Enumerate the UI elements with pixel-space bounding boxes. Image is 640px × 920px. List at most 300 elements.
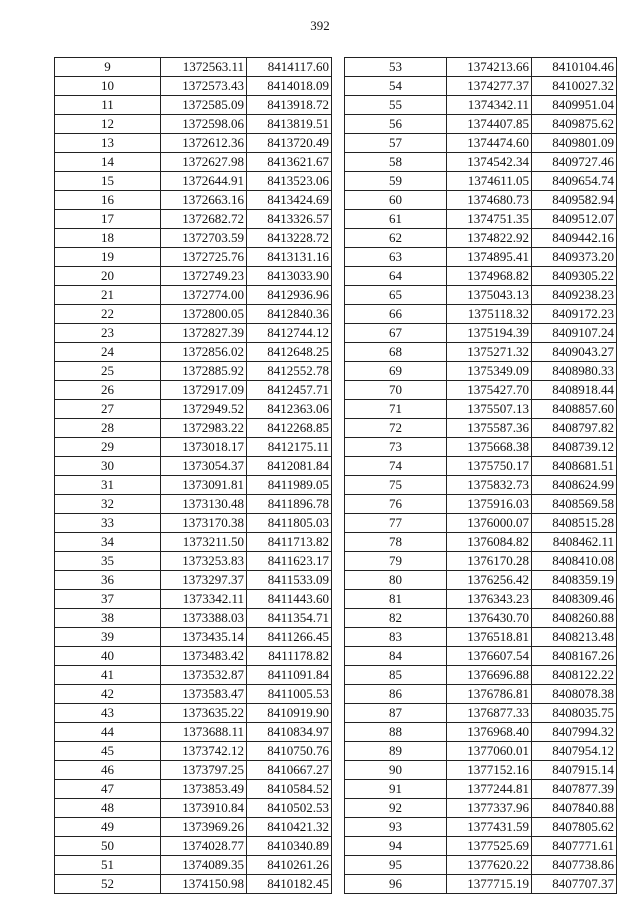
point-number-cell: 9 — [55, 58, 161, 77]
point-number-cell: 10 — [55, 77, 161, 96]
y-coordinate-cell: 8408035.75 — [532, 704, 617, 723]
y-coordinate-cell: 8413131.16 — [247, 248, 332, 267]
x-coordinate-cell: 1376430.70 — [447, 609, 532, 628]
y-coordinate-cell: 8411443.60 — [247, 590, 332, 609]
point-number-cell: 62 — [345, 229, 447, 248]
table-row — [55, 552, 332, 571]
point-number-cell: 23 — [55, 324, 161, 343]
point-number-cell: 42 — [55, 685, 161, 704]
y-coordinate-cell: 8408078.38 — [532, 685, 617, 704]
y-coordinate-cell: 8413621.67 — [247, 153, 332, 172]
y-coordinate-cell: 8414018.09 — [247, 77, 332, 96]
y-coordinate-cell: 8411266.45 — [247, 628, 332, 647]
y-coordinate-cell: 8411354.71 — [247, 609, 332, 628]
point-number-cell: 34 — [55, 533, 161, 552]
y-coordinate-cell: 8411896.78 — [247, 495, 332, 514]
table-row — [55, 172, 332, 191]
table-row — [345, 191, 617, 210]
x-coordinate-cell: 1372774.00 — [161, 286, 247, 305]
y-coordinate-cell: 8410584.52 — [247, 780, 332, 799]
x-coordinate-cell: 1373483.42 — [161, 647, 247, 666]
y-coordinate-cell: 8408167.26 — [532, 647, 617, 666]
point-number-cell: 66 — [345, 305, 447, 324]
x-coordinate-cell: 1376786.81 — [447, 685, 532, 704]
table-row — [345, 153, 617, 172]
table-row — [345, 229, 617, 248]
point-number-cell: 75 — [345, 476, 447, 495]
x-coordinate-cell: 1375750.17 — [447, 457, 532, 476]
x-coordinate-cell: 1374474.60 — [447, 134, 532, 153]
y-coordinate-cell: 8412268.85 — [247, 419, 332, 438]
y-coordinate-cell: 8409727.46 — [532, 153, 617, 172]
x-coordinate-cell: 1374277.37 — [447, 77, 532, 96]
point-number-cell: 12 — [55, 115, 161, 134]
point-number-cell: 44 — [55, 723, 161, 742]
point-number-cell: 35 — [55, 552, 161, 571]
point-number-cell: 17 — [55, 210, 161, 229]
x-coordinate-cell: 1373130.48 — [161, 495, 247, 514]
point-number-cell: 94 — [345, 837, 447, 856]
x-coordinate-cell: 1375194.39 — [447, 324, 532, 343]
x-coordinate-cell: 1372598.06 — [161, 115, 247, 134]
y-coordinate-cell: 8407954.12 — [532, 742, 617, 761]
table-row — [55, 818, 332, 837]
point-number-cell: 28 — [55, 419, 161, 438]
point-number-cell: 65 — [345, 286, 447, 305]
table-row — [345, 77, 617, 96]
y-coordinate-cell: 8413326.57 — [247, 210, 332, 229]
point-number-cell: 93 — [345, 818, 447, 837]
x-coordinate-cell: 1375587.36 — [447, 419, 532, 438]
table-row — [55, 799, 332, 818]
point-number-cell: 24 — [55, 343, 161, 362]
point-number-cell: 49 — [55, 818, 161, 837]
point-number-cell: 83 — [345, 628, 447, 647]
x-coordinate-cell: 1374342.11 — [447, 96, 532, 115]
x-coordinate-cell: 1375832.73 — [447, 476, 532, 495]
y-coordinate-cell: 8412457.71 — [247, 381, 332, 400]
table-row — [55, 647, 332, 666]
y-coordinate-cell: 8411713.82 — [247, 533, 332, 552]
x-coordinate-cell: 1375507.13 — [447, 400, 532, 419]
table-row — [55, 609, 332, 628]
x-coordinate-cell: 1372983.22 — [161, 419, 247, 438]
y-coordinate-cell: 8408569.58 — [532, 495, 617, 514]
table-row — [345, 476, 617, 495]
x-coordinate-cell: 1373635.22 — [161, 704, 247, 723]
table-row — [345, 96, 617, 115]
y-coordinate-cell: 8411805.03 — [247, 514, 332, 533]
y-coordinate-cell: 8407805.62 — [532, 818, 617, 837]
table-row — [55, 571, 332, 590]
x-coordinate-cell: 1374680.73 — [447, 191, 532, 210]
x-coordinate-cell: 1373742.12 — [161, 742, 247, 761]
y-coordinate-cell: 8413033.90 — [247, 267, 332, 286]
y-coordinate-cell: 8409582.94 — [532, 191, 617, 210]
point-number-cell: 68 — [345, 343, 447, 362]
point-number-cell: 46 — [55, 761, 161, 780]
y-coordinate-cell: 8409238.23 — [532, 286, 617, 305]
y-coordinate-cell: 8412363.06 — [247, 400, 332, 419]
x-coordinate-cell: 1377060.01 — [447, 742, 532, 761]
table-row — [55, 457, 332, 476]
y-coordinate-cell: 8410261.26 — [247, 856, 332, 875]
point-number-cell: 45 — [55, 742, 161, 761]
y-coordinate-cell: 8409172.23 — [532, 305, 617, 324]
y-coordinate-cell: 8408918.44 — [532, 381, 617, 400]
y-coordinate-cell: 8408122.22 — [532, 666, 617, 685]
x-coordinate-cell: 1377337.96 — [447, 799, 532, 818]
x-coordinate-cell: 1373583.47 — [161, 685, 247, 704]
point-number-cell: 67 — [345, 324, 447, 343]
point-number-cell: 73 — [345, 438, 447, 457]
point-number-cell: 21 — [55, 286, 161, 305]
table-row — [345, 533, 617, 552]
table-row — [345, 818, 617, 837]
y-coordinate-cell: 8412081.84 — [247, 457, 332, 476]
point-number-cell: 87 — [345, 704, 447, 723]
table-row — [55, 685, 332, 704]
table-row — [55, 324, 332, 343]
y-coordinate-cell: 8412648.25 — [247, 343, 332, 362]
table-row — [345, 799, 617, 818]
x-coordinate-cell: 1373342.11 — [161, 590, 247, 609]
x-coordinate-cell: 1376696.88 — [447, 666, 532, 685]
y-coordinate-cell: 8409875.62 — [532, 115, 617, 134]
table-row — [345, 590, 617, 609]
x-coordinate-cell: 1376170.28 — [447, 552, 532, 571]
table-row — [345, 780, 617, 799]
point-number-cell: 55 — [345, 96, 447, 115]
table-row — [55, 875, 332, 894]
point-number-cell: 18 — [55, 229, 161, 248]
x-coordinate-cell: 1374150.98 — [161, 875, 247, 894]
table-row — [345, 647, 617, 666]
point-number-cell: 30 — [55, 457, 161, 476]
point-number-cell: 79 — [345, 552, 447, 571]
y-coordinate-cell: 8409654.74 — [532, 172, 617, 191]
point-number-cell: 51 — [55, 856, 161, 875]
table-row — [345, 115, 617, 134]
x-coordinate-cell: 1373054.37 — [161, 457, 247, 476]
table-row — [345, 761, 617, 780]
x-coordinate-cell: 1375043.13 — [447, 286, 532, 305]
table-row — [345, 324, 617, 343]
table-row — [55, 495, 332, 514]
x-coordinate-cell: 1373797.25 — [161, 761, 247, 780]
x-coordinate-cell: 1373253.83 — [161, 552, 247, 571]
point-number-cell: 59 — [345, 172, 447, 191]
y-coordinate-cell: 8408857.60 — [532, 400, 617, 419]
point-number-cell: 60 — [345, 191, 447, 210]
point-number-cell: 32 — [55, 495, 161, 514]
point-number-cell: 71 — [345, 400, 447, 419]
y-coordinate-cell: 8408681.51 — [532, 457, 617, 476]
table-row — [345, 609, 617, 628]
table-row — [55, 666, 332, 685]
table-row — [55, 267, 332, 286]
x-coordinate-cell: 1376518.81 — [447, 628, 532, 647]
table-row — [345, 172, 617, 191]
point-number-cell: 47 — [55, 780, 161, 799]
y-coordinate-cell: 8409305.22 — [532, 267, 617, 286]
table-row — [345, 248, 617, 267]
x-coordinate-cell: 1372703.59 — [161, 229, 247, 248]
y-coordinate-cell: 8413228.72 — [247, 229, 332, 248]
table-row — [55, 153, 332, 172]
x-coordinate-cell: 1374968.82 — [447, 267, 532, 286]
table-row — [345, 628, 617, 647]
y-coordinate-cell: 8408260.88 — [532, 609, 617, 628]
table-row — [55, 381, 332, 400]
table-row — [55, 723, 332, 742]
y-coordinate-cell: 8408462.11 — [532, 533, 617, 552]
table-row — [345, 286, 617, 305]
y-coordinate-cell: 8408980.33 — [532, 362, 617, 381]
table-row — [345, 571, 617, 590]
point-number-cell: 20 — [55, 267, 161, 286]
table-row — [55, 400, 332, 419]
table-row — [55, 343, 332, 362]
y-coordinate-cell: 8412552.78 — [247, 362, 332, 381]
x-coordinate-cell: 1372663.16 — [161, 191, 247, 210]
y-coordinate-cell: 8412175.11 — [247, 438, 332, 457]
y-coordinate-cell: 8410834.97 — [247, 723, 332, 742]
x-coordinate-cell: 1374213.66 — [447, 58, 532, 77]
table-row — [55, 837, 332, 856]
table-row — [55, 134, 332, 153]
table-row — [55, 286, 332, 305]
x-coordinate-cell: 1373969.26 — [161, 818, 247, 837]
x-coordinate-cell: 1373688.11 — [161, 723, 247, 742]
point-number-cell: 80 — [345, 571, 447, 590]
y-coordinate-cell: 8407994.32 — [532, 723, 617, 742]
y-coordinate-cell: 8407707.37 — [532, 875, 617, 894]
x-coordinate-cell: 1375916.03 — [447, 495, 532, 514]
x-coordinate-cell: 1377152.16 — [447, 761, 532, 780]
x-coordinate-cell: 1375668.38 — [447, 438, 532, 457]
point-number-cell: 26 — [55, 381, 161, 400]
x-coordinate-cell: 1372800.05 — [161, 305, 247, 324]
table-row — [55, 761, 332, 780]
table-row — [345, 723, 617, 742]
y-coordinate-cell: 8413424.69 — [247, 191, 332, 210]
table-row — [55, 58, 332, 77]
point-number-cell: 82 — [345, 609, 447, 628]
y-coordinate-cell: 8414117.60 — [247, 58, 332, 77]
y-coordinate-cell: 8409442.16 — [532, 229, 617, 248]
y-coordinate-cell: 8410421.32 — [247, 818, 332, 837]
x-coordinate-cell: 1375271.32 — [447, 343, 532, 362]
table-row — [55, 419, 332, 438]
table-row — [345, 210, 617, 229]
x-coordinate-cell: 1372856.02 — [161, 343, 247, 362]
point-number-cell: 56 — [345, 115, 447, 134]
y-coordinate-cell: 8407877.39 — [532, 780, 617, 799]
y-coordinate-cell: 8410340.89 — [247, 837, 332, 856]
table-row — [55, 191, 332, 210]
point-number-cell: 22 — [55, 305, 161, 324]
x-coordinate-cell: 1372644.91 — [161, 172, 247, 191]
y-coordinate-cell: 8410182.45 — [247, 875, 332, 894]
point-number-cell: 91 — [345, 780, 447, 799]
point-number-cell: 29 — [55, 438, 161, 457]
table-row — [55, 115, 332, 134]
y-coordinate-cell: 8410104.46 — [532, 58, 617, 77]
x-coordinate-cell: 1373910.84 — [161, 799, 247, 818]
table-row — [345, 58, 617, 77]
table-row — [55, 210, 332, 229]
x-coordinate-cell: 1373297.37 — [161, 571, 247, 590]
y-coordinate-cell: 8410502.53 — [247, 799, 332, 818]
x-coordinate-cell: 1376607.54 — [447, 647, 532, 666]
x-coordinate-cell: 1372885.92 — [161, 362, 247, 381]
point-number-cell: 15 — [55, 172, 161, 191]
x-coordinate-cell: 1372573.43 — [161, 77, 247, 96]
x-coordinate-cell: 1376343.23 — [447, 590, 532, 609]
x-coordinate-cell: 1375118.32 — [447, 305, 532, 324]
point-number-cell: 53 — [345, 58, 447, 77]
point-number-cell: 27 — [55, 400, 161, 419]
table-row — [345, 875, 617, 894]
y-coordinate-cell: 8411989.05 — [247, 476, 332, 495]
x-coordinate-cell: 1372725.76 — [161, 248, 247, 267]
y-coordinate-cell: 8408739.12 — [532, 438, 617, 457]
y-coordinate-cell: 8411533.09 — [247, 571, 332, 590]
x-coordinate-cell: 1374751.35 — [447, 210, 532, 229]
table-row — [345, 400, 617, 419]
point-number-cell: 84 — [345, 647, 447, 666]
x-coordinate-cell: 1376084.82 — [447, 533, 532, 552]
point-number-cell: 74 — [345, 457, 447, 476]
point-number-cell: 52 — [55, 875, 161, 894]
x-coordinate-cell: 1374407.85 — [447, 115, 532, 134]
x-coordinate-cell: 1377620.22 — [447, 856, 532, 875]
table-row — [345, 267, 617, 286]
x-coordinate-cell: 1376000.07 — [447, 514, 532, 533]
table-row — [55, 229, 332, 248]
y-coordinate-cell: 8407915.14 — [532, 761, 617, 780]
table-row — [55, 514, 332, 533]
x-coordinate-cell: 1374542.34 — [447, 153, 532, 172]
x-coordinate-cell: 1372627.98 — [161, 153, 247, 172]
point-number-cell: 37 — [55, 590, 161, 609]
point-number-cell: 96 — [345, 875, 447, 894]
table-row — [345, 704, 617, 723]
table-row — [345, 305, 617, 324]
point-number-cell: 25 — [55, 362, 161, 381]
x-coordinate-cell: 1373388.03 — [161, 609, 247, 628]
y-coordinate-cell: 8407771.61 — [532, 837, 617, 856]
coordinate-table-right — [344, 57, 617, 894]
point-number-cell: 92 — [345, 799, 447, 818]
point-number-cell: 86 — [345, 685, 447, 704]
y-coordinate-cell: 8407738.86 — [532, 856, 617, 875]
table-row — [55, 438, 332, 457]
table-row — [345, 552, 617, 571]
coordinate-table-left — [54, 57, 332, 894]
y-coordinate-cell: 8410919.90 — [247, 704, 332, 723]
point-number-cell: 39 — [55, 628, 161, 647]
table-row — [345, 742, 617, 761]
table-row — [345, 457, 617, 476]
y-coordinate-cell: 8408359.19 — [532, 571, 617, 590]
x-coordinate-cell: 1373532.87 — [161, 666, 247, 685]
table-row — [345, 495, 617, 514]
y-coordinate-cell: 8411005.53 — [247, 685, 332, 704]
point-number-cell: 11 — [55, 96, 161, 115]
x-coordinate-cell: 1377525.69 — [447, 837, 532, 856]
point-number-cell: 31 — [55, 476, 161, 495]
y-coordinate-cell: 8410027.32 — [532, 77, 617, 96]
point-number-cell: 69 — [345, 362, 447, 381]
table-row — [345, 837, 617, 856]
table-row — [55, 305, 332, 324]
x-coordinate-cell: 1373018.17 — [161, 438, 247, 457]
point-number-cell: 77 — [345, 514, 447, 533]
point-number-cell: 40 — [55, 647, 161, 666]
x-coordinate-cell: 1374822.92 — [447, 229, 532, 248]
table-row — [55, 476, 332, 495]
point-number-cell: 14 — [55, 153, 161, 172]
y-coordinate-cell: 8410667.27 — [247, 761, 332, 780]
point-number-cell: 48 — [55, 799, 161, 818]
table-row — [55, 742, 332, 761]
y-coordinate-cell: 8413720.49 — [247, 134, 332, 153]
point-number-cell: 57 — [345, 134, 447, 153]
point-number-cell: 43 — [55, 704, 161, 723]
point-number-cell: 33 — [55, 514, 161, 533]
point-number-cell: 88 — [345, 723, 447, 742]
x-coordinate-cell: 1377431.59 — [447, 818, 532, 837]
page-number: 392 — [310, 18, 330, 33]
x-coordinate-cell: 1372827.39 — [161, 324, 247, 343]
table-row — [55, 248, 332, 267]
x-coordinate-cell: 1373170.38 — [161, 514, 247, 533]
y-coordinate-cell: 8408515.28 — [532, 514, 617, 533]
y-coordinate-cell: 8411623.17 — [247, 552, 332, 571]
x-coordinate-cell: 1376256.42 — [447, 571, 532, 590]
x-coordinate-cell: 1375349.09 — [447, 362, 532, 381]
x-coordinate-cell: 1372563.11 — [161, 58, 247, 77]
point-number-cell: 64 — [345, 267, 447, 286]
point-number-cell: 41 — [55, 666, 161, 685]
y-coordinate-cell: 8408410.08 — [532, 552, 617, 571]
x-coordinate-cell: 1372585.09 — [161, 96, 247, 115]
y-coordinate-cell: 8409043.27 — [532, 343, 617, 362]
point-number-cell: 58 — [345, 153, 447, 172]
point-number-cell: 81 — [345, 590, 447, 609]
point-number-cell: 16 — [55, 191, 161, 210]
x-coordinate-cell: 1373211.50 — [161, 533, 247, 552]
point-number-cell: 63 — [345, 248, 447, 267]
point-number-cell: 95 — [345, 856, 447, 875]
table-row — [55, 628, 332, 647]
table-row — [55, 96, 332, 115]
point-number-cell: 89 — [345, 742, 447, 761]
point-number-cell: 78 — [345, 533, 447, 552]
y-coordinate-cell: 8411178.82 — [247, 647, 332, 666]
y-coordinate-cell: 8409107.24 — [532, 324, 617, 343]
point-number-cell: 72 — [345, 419, 447, 438]
table-row — [345, 134, 617, 153]
point-number-cell: 70 — [345, 381, 447, 400]
y-coordinate-cell: 8408309.46 — [532, 590, 617, 609]
y-coordinate-cell: 8413819.51 — [247, 115, 332, 134]
table-row — [345, 343, 617, 362]
point-number-cell: 85 — [345, 666, 447, 685]
x-coordinate-cell: 1373853.49 — [161, 780, 247, 799]
